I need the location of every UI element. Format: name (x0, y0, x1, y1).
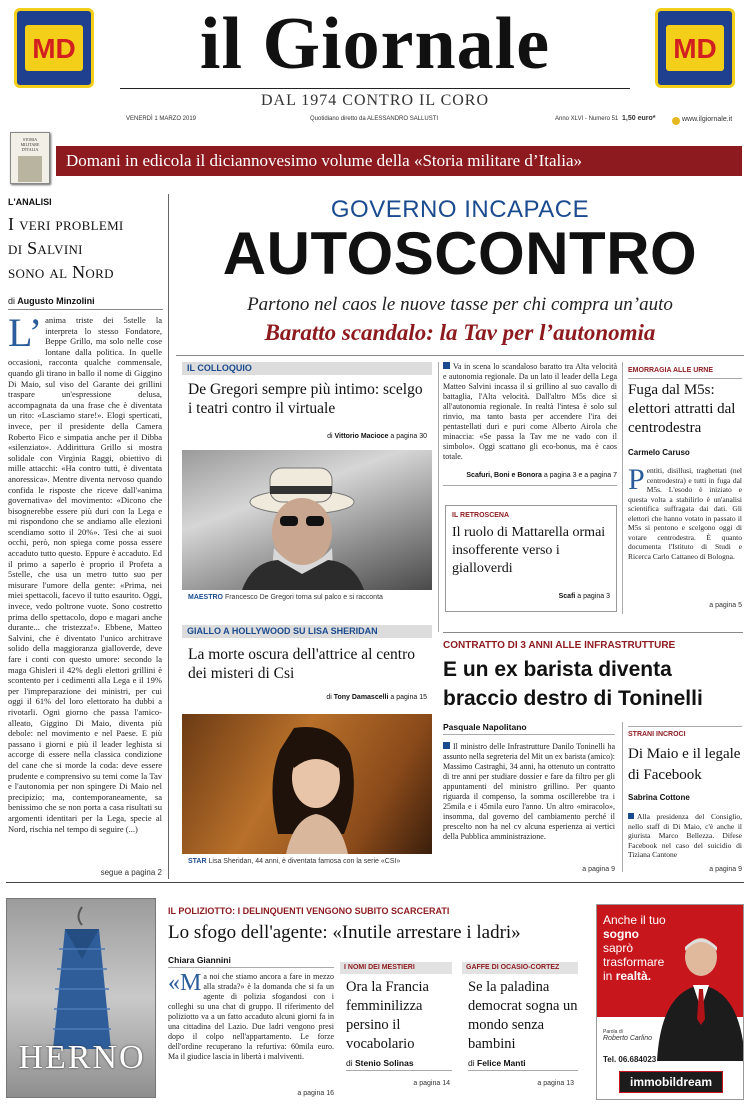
incroci-body (628, 812, 742, 864)
book-cover-title: STORIA MILITARE D'ITALIA (20, 137, 40, 152)
portrait-illustration (182, 714, 432, 854)
poliziotto-body (168, 972, 334, 1084)
poliziotto-body-text: a noi che stiamo ancora a fare in mezzo alla strada?» è la domanda che si fa un agente di polizia sfogandosi con i colleghi su una chat di gruppo. Il riferimento del poliziotto va a un fatto accaduto alcuni giorni fa in una cittadina del Lazio. Due ladri vengono presi dopo il colpo nell'appartamento. Le forze dell'ordine recuperano la refurtiva: 60mila euro. Ma il giudice lascia in libertà i malviventi. (168, 972, 334, 1061)
md-logo-text: MD (673, 33, 717, 64)
portrait-illustration (182, 450, 432, 590)
byline-prefix: di (327, 433, 333, 440)
emorragia-kicker: EMORRAGIA ALLE URNE (628, 367, 714, 374)
retroscena-kicker: IL RETROSCENA (452, 512, 510, 519)
poliziotto-headline[interactable]: Lo sfogo dell'agente: «Inutile arrestare i ladri» (168, 922, 521, 943)
toninelli-body-text: Il ministro delle Infrastrutture Danilo Toninelli ha assunto nella segreteria del Mit un ex barista (amico): Massimo Castraghi, 34 anni, ha ottenuto un contratto di tre anni per studiare dossier e fare da filtro per gli appuntamenti del ministro grillino. Per quanto riguarda il compenso, la somma oscillerebbe tra i 25mila e i 45mila euro l'anno. Un altro «miracolo», insomma, dal governo del cambiamento perché il prescelto non ha nel cv alcuna esperienza ai vertici della Pubblica amministrazione. (443, 742, 615, 841)
ad-brand: immobildream (629, 1075, 713, 1089)
retroscena-byline (452, 593, 610, 600)
ad-phone[interactable]: Tel. 06.684023 (603, 1055, 657, 1064)
ocasio-headline[interactable]: Se la paladina democrat sogna un mondo senza bambini (468, 979, 578, 1052)
analisi-headline-line-1: I veri problemi (8, 214, 124, 234)
emorragia-byline: Carmelo Caruso (628, 448, 690, 457)
masthead-title: il Giornale (199, 3, 551, 85)
byline-prefix: di (326, 694, 332, 701)
ocasio-byline (468, 1058, 526, 1068)
mestieri-kicker-bar (340, 962, 452, 974)
mestieri-byline (346, 1058, 414, 1068)
colloquio-kicker-bar (182, 362, 432, 375)
main-kicker: GOVERNO INCAPACE (330, 196, 590, 223)
incroci-headline[interactable]: Di Maio e il legale di Facebook (628, 746, 741, 783)
slogan-line-4: in (603, 969, 613, 983)
dropcap: L’ (8, 315, 43, 355)
page-ref[interactable]: a pagina 30 (390, 433, 427, 440)
signature-name: Roberto Carlino (603, 1035, 653, 1042)
slogan-line-3: trasformare (603, 955, 665, 969)
ocasio-page-ref[interactable]: a pagina 13 (537, 1080, 574, 1087)
toninelli-byline: Pasquale Napolitano (443, 722, 527, 732)
poliziotto-byline: Chiara Giannini (168, 955, 231, 965)
analisi-byline (8, 296, 95, 306)
dropcap: «M (168, 972, 202, 996)
hollywood-kicker: GIALLO A HOLLYWOOD SU LISA SHERIDAN (187, 626, 378, 636)
issue-number: Anno XLVI - Numero 51 (555, 116, 619, 122)
banner-bar[interactable] (56, 146, 742, 176)
price: 1,50 euro* (622, 115, 656, 122)
dropcap: P (628, 466, 645, 496)
ad-signature (603, 1029, 652, 1042)
globe-icon (672, 117, 680, 125)
main-byline (443, 472, 617, 479)
toninelli-kicker: CONTRATTO DI 3 ANNI ALLE INFRASTRUTTURE (443, 640, 676, 651)
main-body-text: Va in scena lo scandaloso baratto tra Alta velocità e autonomia regionale. Da un lato il leader della Lega Matteo Salvini incassa il sì grillino al suo cavallo di battaglia, l'Alta velocità. Dall'altro M5s dice sì all'autonomia regionale. In realtà l'intesa è solo sul rinvio, ma tanto basta per accendere l'ira dei pentastellati duri e puri come Alberto Airola che minaccia: «Se passa la Tav me ne vado con il simbolo». Oggi scattano gli eco-bonus, ma è caos totale. (443, 362, 617, 461)
md-logo-text: MD (32, 33, 76, 64)
spokesman-illustration (653, 929, 744, 1061)
emorragia-page-ref[interactable]: a pagina 5 (709, 602, 742, 609)
herno-ad[interactable] (6, 898, 156, 1098)
incroci-body-text: Alla presidenza del Consiglio, nello staff di Di Maio, c'è anche il giurista Marco Bellezza. Difese Facebook nel caso del suicidio di Tiziana Cantone (628, 812, 742, 859)
analisi-body (8, 315, 162, 865)
caption-kicker: STAR (188, 858, 207, 865)
author-name: Felice Manti (477, 1058, 526, 1068)
md-logo-right (655, 8, 735, 88)
main-subhead: Partono nel caos le nuove tasse per chi compra un’auto (247, 294, 673, 315)
slogan-em-2: realtà. (615, 969, 652, 983)
ocasio-kicker-bar (462, 962, 578, 974)
slogan-line-2: saprò (603, 941, 634, 955)
retroscena-headline[interactable]: Il ruolo di Mattarella ormai insofferente verso i gialloverdi (452, 525, 606, 576)
author-name: Tony Damascelli (333, 694, 389, 701)
mestieri-page-ref[interactable]: a pagina 14 (413, 1080, 450, 1087)
herno-logo: HERNO (18, 1039, 146, 1076)
byline-prefix: di (346, 1058, 353, 1068)
ad-brand-bar (619, 1071, 723, 1093)
byline-prefix: di (8, 296, 16, 306)
colloquio-byline (182, 433, 427, 440)
author-name: Vittorio Macioce (334, 433, 389, 440)
colloquio-kicker: IL COLLOQUIO (187, 363, 252, 373)
md-logo-left (14, 8, 94, 88)
caption-text: Lisa Sheridan, 44 anni, è diventata famosa con la serie «CSI» (208, 858, 401, 865)
byline-prefix: di (468, 1058, 475, 1068)
incroci-kicker: STRANI INCROCI (628, 731, 686, 738)
analisi-page-ref[interactable]: segue a pagina 2 (100, 868, 162, 877)
hollywood-headline[interactable]: La morte oscura dell'attrice al centro dei misteri di Csi (188, 646, 415, 682)
author-name: Augusto Minzolini (17, 296, 95, 306)
toninelli-headline[interactable]: E un ex barista diventa braccio destro di Toninelli (443, 658, 703, 710)
poliziotto-page-ref[interactable]: a pagina 16 (297, 1090, 334, 1097)
analisi-kicker: L'ANALISI (8, 197, 52, 207)
hollywood-caption (188, 858, 433, 865)
analisi-headline[interactable] (8, 212, 168, 284)
banner-text: Domani in edicola il diciannovesimo volume della «Storia militare d’Italia» (66, 151, 583, 170)
ocasio-kicker: GAFFE DI OCASIO-CORTEZ (466, 964, 560, 971)
signature-prefix: Parola di (603, 1029, 623, 1035)
website[interactable]: www.ilgiornale.it (682, 116, 733, 123)
toninelli-body (443, 742, 615, 860)
page-ref[interactable]: a pagina 15 (390, 694, 427, 701)
issue-date: VENERDÌ 1 MARZO 2019 (126, 116, 197, 122)
page-ref[interactable]: a pagina 3 (577, 593, 610, 600)
main-headline-2[interactable]: Baratto scandalo: la Tav per l’autonomia (264, 320, 656, 345)
hollywood-kicker-bar (182, 625, 432, 638)
mestieri-headline[interactable]: Ora la Francia femminilizza persino il vocabolario (346, 979, 429, 1052)
author-name: Stenio Solinas (355, 1058, 414, 1068)
emorragia-headline[interactable]: Fuga dal M5s: elettori attratti dal centrodestra (628, 382, 736, 436)
incroci-page-ref[interactable]: a pagina 9 (709, 866, 742, 873)
analisi-headline-line-2: di Salvini (8, 238, 83, 258)
slogan-em-1: sogno (603, 927, 639, 941)
colloquio-caption (188, 594, 433, 601)
author-name: Scafi (558, 593, 576, 600)
de-gregori-photo (182, 450, 432, 590)
colloquio-headline[interactable]: De Gregori sempre più intimo: scelgo i teatri contro il virtuale (188, 381, 423, 417)
toninelli-page-ref[interactable]: a pagina 9 (582, 866, 615, 873)
analisi-headline-line-3: sono al Nord (8, 262, 114, 282)
masthead-motto: DAL 1974 CONTRO IL CORO (260, 92, 490, 109)
emorragia-body (628, 466, 742, 596)
incroci-byline: Sabrina Cottone (628, 793, 690, 802)
caption-text: Francesco De Gregori torna sul palco e si racconta (224, 594, 383, 601)
hollywood-byline (182, 694, 427, 701)
main-body (443, 362, 617, 464)
lisa-sheridan-photo (182, 714, 432, 854)
main-headline[interactable]: AUTOSCONTRO (222, 220, 698, 287)
analisi-body-text: anima triste dei 5stelle la interpreta lo stesso Fondatore, Beppe Grillo, ma solo nelle cose lontane dalla politica. In quelle occasioni, racconta qualche commensale, quando gli tirano in ballo il nome di Giggino Di Maio, sul viso del Garante dei grillini traspare un'espressione delusa, accompagnata da una frase che è diventata un rito: «Lasciamo stare!». Elogi sperticati, invece, per il presidente della Camera Roberto Fico e simpatia anche per il Dibba «silenziato». Addirittura Grillo si mostra solidale con Virginia Raggi, obiettivo di mille attacchi: «Ha contro tutti, è diventata anoressica». Mentre diventa nervoso quando confida le risposte che riceve dall'«anima governativa» del movimento: «Dicono che bisognerebbe essere più duri con la Lega e mi rispondono che se andiamo alle elezioni scendiamo sotto il 20%». Tesi che ai suoi occhi, però, non spiega come possa essere accaduto tutto questo. Eppure è accaduto. Ed il primo a saperlo è proprio il Profeta a 5stelle, che usa un metro tutto suo per misurare l'umore della gente: «Prima, nei miei spettacoli, facevo il tutto esaurito. Oggi, invece, vedo poltrone vuote. Sono costretto prima dello spettacolo, dopo e magari anche durante... che tristezza!». Ebbene, Matteo Salvini, che è diventato l'unico architrave solido della maggioranza gialloverde, deve fare i conti con questo umore: secondo la maga Ghisleri il 42% degli elettori grillini è scontento per i cedimenti alla Lega e il 19% per l'impreparazione dei ministri, per cui oggi il 61% del loro elettorato ha dubbi a rivotarli. Ogni giorno che passa l'amico-alleato, Giggino Di Maio, diventa più debole: nel movimento e nel Paese. E più passano i giorni e più il leader leghista si accorge di essere nella classica condizione del cane che si morde la coda: deve essere prudente e comprensivo su temi come la Tav e l'autonomia per non spingere Di Maio nel precipizio; ma, contemporaneamente, sa benissimo che se non porta a casa risultati su argomenti identitari per la Lega, specie al Nord, rischia nel tempo di seguire (...) (8, 315, 162, 834)
author-names: Scafuri, Boni e Bonora (466, 472, 542, 479)
poliziotto-kicker: IL POLIZIOTTO: I DELINQUENTI VENGONO SUBITO SCARCERATI (168, 906, 450, 916)
immobildream-ad[interactable] (596, 904, 744, 1100)
emorragia-body-text: entiti, disillusi, traghettati (nel centrodestra) e tutti in fuga dal M5s. L'esodo è iniziato e questa volta a stabilirlo è un'analisi scientifica suffragata dai dati. Gli elettori che hanno votato in passato il M5s si pentono e scelgono oggi di votare centrodestra. È quanto documenta l'Istituto di Studi e Ricerca Carlo Cattaneo di Bologna. (628, 466, 742, 561)
page-ref[interactable]: a pagina 3 e a pagina 7 (543, 472, 617, 479)
book-cover (10, 132, 50, 184)
caption-kicker: MAESTRO (188, 594, 223, 601)
director-line: Quotidiano diretto da ALESSANDRO SALLUSTI (310, 116, 439, 122)
slogan-line-1: Anche il tuo (603, 913, 666, 927)
mestieri-kicker: I NOMI DEI MESTIERI (344, 964, 415, 971)
